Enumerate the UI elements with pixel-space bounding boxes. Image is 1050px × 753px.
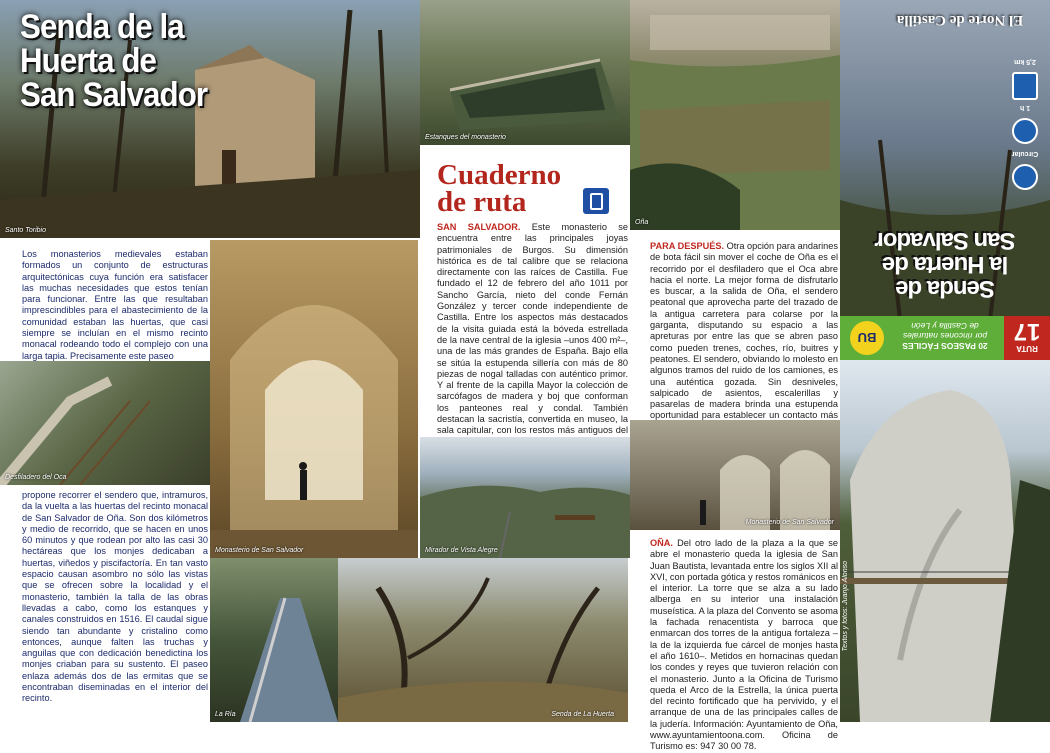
time-value: 1 h <box>1019 104 1031 111</box>
title-line: San Salvador <box>20 76 208 114</box>
title-line: Senda de la <box>20 8 184 46</box>
masthead <box>880 8 1040 28</box>
cover-title-line: San Salvador <box>875 227 1016 254</box>
masthead-text: El Norte de Castilla <box>896 12 1024 28</box>
section-body: Del otro lado de la plaza a la que se abre el monasterio queda la iglesia de San Juan Bautista, levantada entre los siglos XII al XVI, con portada gótica y restos románicos en el interior. La torre que se alza a su lado alberga en su interior una instalación museística. A la plaza del Convento se asoma la fachada renacentista y barroca que enmarcan dos torres de la antigua fortaleza –la de la izquierda fue cárcel de monjes hasta el año 1610–. Metidos en hornacinas quedan los condes y reyes que tuvieron relación con el monasterio. Junto a la Oficina de Turismo queda el Arco de la Estrella, la única puerta del recinto fortificado que ha pervivido, y el arranque de una de las principales calles de la judería. Información: Ayuntamiento de Oña, www.ayuntamientoona.com. Oficina de Turismo es: 947 30 00 78. <box>650 538 838 752</box>
heading-line: de ruta <box>437 186 527 218</box>
distance-icon <box>1012 72 1038 100</box>
photo-credit: Textos y fotos: Juanjo Alonso <box>842 561 849 652</box>
series-text <box>890 321 1000 351</box>
section-lead: SAN SALVADOR. <box>437 222 521 232</box>
intro-text: Los monasterios medievales estaban formados un conjunto de estructuras arquitectónicas cuya función era satisfacer las muchas necesidades que estos tenían para funcionar. Entre las que resultaban imprescindibles para el abastecimiento de la comunidad estaban las huertas, que casi siempre se incluían en el mismo recinto monacal rodeando todo el complejo con una larga tapia. Precisamente este paseo <box>22 249 208 361</box>
heading-line: Cuaderno <box>437 159 562 191</box>
series-line: por rincones naturales <box>902 331 988 341</box>
photo-senda-huerta <box>338 558 628 722</box>
series-band <box>840 316 1050 360</box>
route-type-value: Circular <box>1011 150 1039 157</box>
photo-monasterio-claustro <box>630 420 840 530</box>
title-line: Huerta de <box>20 42 157 80</box>
photo-desfiladero <box>0 361 210 485</box>
section-heading <box>437 159 562 218</box>
distance-value: 2,5 km <box>1014 58 1036 65</box>
section-body: Otra opción para andarines de bota fácil sin mover el coche de Oña es el recorrido por el desfiladero que el Oca abre hacia el norte. La mejor forma de disfrutarlo es buscar, a la salida de Oña, el sendero peatonal que aprovecha parte del trazado de la antigua carretera para colarse por la garganta, disputando su espacio a las apreturas por entre las que se abren paso como pueden trenes, coches, río, buitres y peatones. El sendero, obviando lo molesto en algunos tramos del ruido de los camiones, es una auténtica gozada. Sin desniveles, salpicado de asientos, escalerillas y pasarelas de madera brinda una estupenda oportunidad para establecer un contacto más <box>650 241 838 421</box>
route-number <box>1004 318 1050 353</box>
photo-la-ria <box>210 558 338 722</box>
series-line: de Castilla y León <box>911 321 979 331</box>
caption: Monasterio de San Salvador <box>745 519 834 526</box>
route-label: RUTA <box>1016 344 1038 353</box>
clock-icon <box>1012 118 1038 144</box>
section-body: Este monasterio se encuentra entre las principales joyas patrimoniales de Burgos. Su dimensión histórica es de tal calibre que se relaciona directamente con las raíces de Castilla. Fue fundado el 12 de febrero del año 1011 por Sancho García, nieto del conde Fernán González y tercer conde independiente de Castilla. Entre los aspectos más destacados de la visita guiada está la bóveda estrellada de la nave central de la iglesia –unos 400 m²–, una de las más grandes de España. Bajo ella se sitúa la estupenda sillería con más de 80 piezas de nogal talladas con auténtico primor. Y al frente de la capilla Mayor la colección de sarcófagos de madera y boj que conforman los panteones real y condal. También destacan la sacristía, convertida en museo, la sala capitular, con los restos más antiguos del <box>437 222 628 436</box>
info-icon <box>583 188 609 214</box>
route-number-value: 17 <box>1013 318 1041 345</box>
photo-mirador <box>420 437 630 558</box>
caption: Oña <box>635 219 649 226</box>
caption: Santo Toribio <box>5 227 46 234</box>
cover-title <box>858 228 1033 300</box>
series-line: 20 PASEOS FÁCILES <box>902 341 988 351</box>
ona-section <box>650 538 838 753</box>
caption: Mirador de Vista Alegre <box>425 547 498 554</box>
cover-photo-gorge <box>840 360 1050 722</box>
section-lead: OÑA. <box>650 538 673 548</box>
caption: La Ría <box>215 711 236 718</box>
photo-monasterio-cloister <box>210 240 418 558</box>
caption: Desfiladero del Oca <box>5 474 67 481</box>
province-code: BU <box>857 330 877 346</box>
cover-title-line: Senda de <box>896 275 995 302</box>
intro-text-continued: propone recorrer el sendero que, intramuros, da la vuelta a las huertas del recinto monacal de San Salvador de Oña. Son dos kilómetros y medio de recorrido, que se hacen en unos 60 minutos y que rodean por alto las casi 30 hectáreas que los monjes dedicaban a huertas, viñedos y piscifactoría. En tan vasto espacio causan asombro no sólo las vistas que se ofrecen sobre la localidad y el monasterio, también la talla de las obras llevadas a cabo, como los estanques y canales construidos en 1516. El caudal sigue siendo tan abundante y cristalino como entonces, aunque falten las truchas y anguilas que con dedicación benedictina los monjes criaban para su sustento. El paseo enlaza además dos de las ermitas que se encontraban diseminadas en el interior del recinto. <box>22 490 208 704</box>
caption: Estanques del monasterio <box>425 134 506 141</box>
cover-title-line: la Huerta de <box>882 251 1009 278</box>
caption: Senda de La Huerta <box>551 711 614 718</box>
route-number-box <box>1004 316 1050 360</box>
photo-estanques <box>420 0 630 145</box>
province-badge <box>850 321 884 355</box>
para-despues-section <box>650 241 838 444</box>
section-lead: PARA DESPUÉS. <box>650 241 725 251</box>
page-title <box>20 10 222 112</box>
circular-icon <box>1012 164 1038 190</box>
photo-ona <box>630 0 840 230</box>
caption: Monasterio de San Salvador <box>215 547 304 554</box>
